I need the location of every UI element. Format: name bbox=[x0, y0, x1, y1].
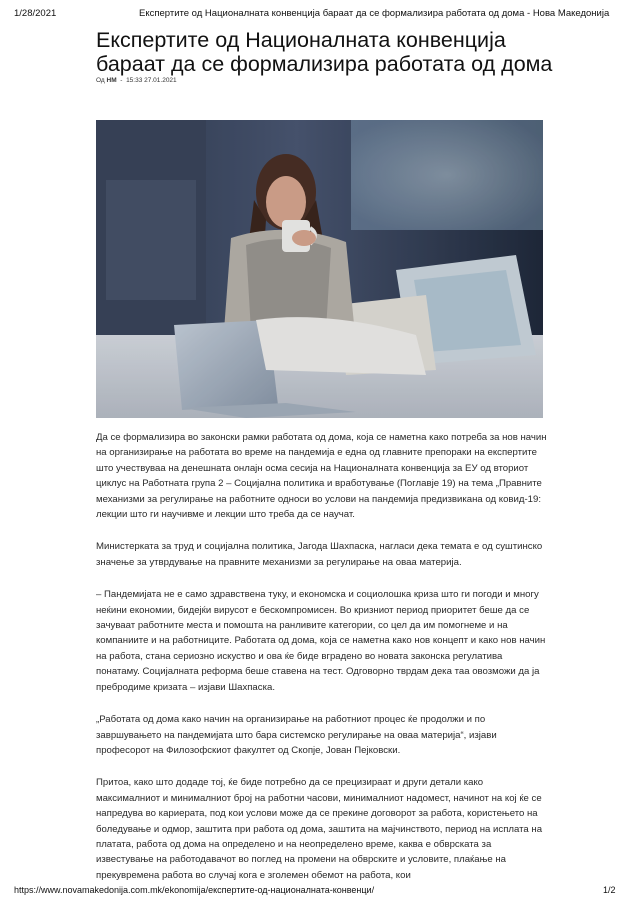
byline-prefix: Од bbox=[96, 77, 105, 84]
article-body bbox=[96, 430, 548, 900]
woman-with-laptop-and-coffee-photo bbox=[96, 120, 543, 418]
article-paragraph: Притоа, како што додаде тој, ќе биде потребно да се прецизираат и други детали како максималниот и минималниот број на работни часови, минималниот надомест, начинот на кој ќе се напредува во кариерата, под кои услови може да се прекине договорот за работа, користењето на боледување и одмор, заштита при работа од дома, заштита на мајчинството, период на исплата на платата, работа од дома на определено и на неопределено време, каква е обврската за известување на работодавачот во поглед на промени на обврските и условите, плаќање на прекувремена работа во случај кога е зголемен обемот на работа, кои bbox=[96, 777, 543, 881]
byline-separator: - bbox=[120, 77, 123, 84]
article-hero-image bbox=[96, 120, 543, 418]
print-document-title: Експертите од Националната конвенција бараат да се формализира работата од дома - Нова Македонија bbox=[139, 8, 610, 19]
page-number: 1/2 bbox=[603, 885, 616, 895]
article-paragraph: Да се формализира во законски рамки работата од дома, која се наметна како потреба за нов начин на организирање на работата во време на пандемија е една од главните препораки на експертите што учествуваа на денешната онлајн осма сесија на Националната конвенција за ЕУ од вториот циклус на Работната група 2 – Социјална политика и вработување (Поглавје 19) на тема „Правните механизми за регулирање на работните односи во услови на пандемија предизвикана од ковид-19: лекции што ги научивме и лекции што треба да се научат. bbox=[96, 432, 547, 521]
article-paragraph: – Пандемијата не е само здравствена туку, и економска и социолошка криза што ги погоди и многу неќини економии, бидејќи вирусот е бескомпромисен. Во кризниот период приоритет беше да се зачуваат работните места и помошта на ранливите категории, со цел да им помогнеме и на компаниите и на работниците. Работата од дома, која се наметна како нов концепт и како нов начин на работа, стана сериозно искуство и ова ќе биде вградено во новата законска регулатива понатаму. Социјалната реформа беше ставена на тест. Одговорно тврдам дека таа овозможи да ја пребродиме кризата – изјави Шахпаска. bbox=[96, 589, 546, 693]
article-paragraph: „Работата од дома како начин на организирање на работниот процес ќе продолжи и по завршувањето на пандемијата што бара системско регулирање на оваа материја“, изјави професорот на Филозофскиот факултет од Скопје, Јован Пејковски. bbox=[96, 714, 497, 756]
print-url[interactable]: https://www.novamakedonija.com.mk/ekonomija/експертите-од-националната-конвенци/ bbox=[14, 885, 375, 895]
byline bbox=[96, 77, 177, 84]
byline-author[interactable]: НМ bbox=[106, 77, 117, 84]
print-header bbox=[0, 8, 637, 24]
byline-timestamp: 15:33 27.01.2021 bbox=[126, 77, 177, 84]
article-title: Експертите од Националната конвенција бараат да се формализира работата од дома bbox=[96, 28, 553, 76]
print-footer bbox=[0, 885, 637, 899]
article-paragraph: Министерката за труд и социјална политика, Јагода Шахпаска, нагласи дека темата е од суштинско значење за утврдување на правните механизми за регулирање на оваа материја. bbox=[96, 541, 543, 568]
print-date: 1/28/2021 bbox=[14, 8, 57, 19]
